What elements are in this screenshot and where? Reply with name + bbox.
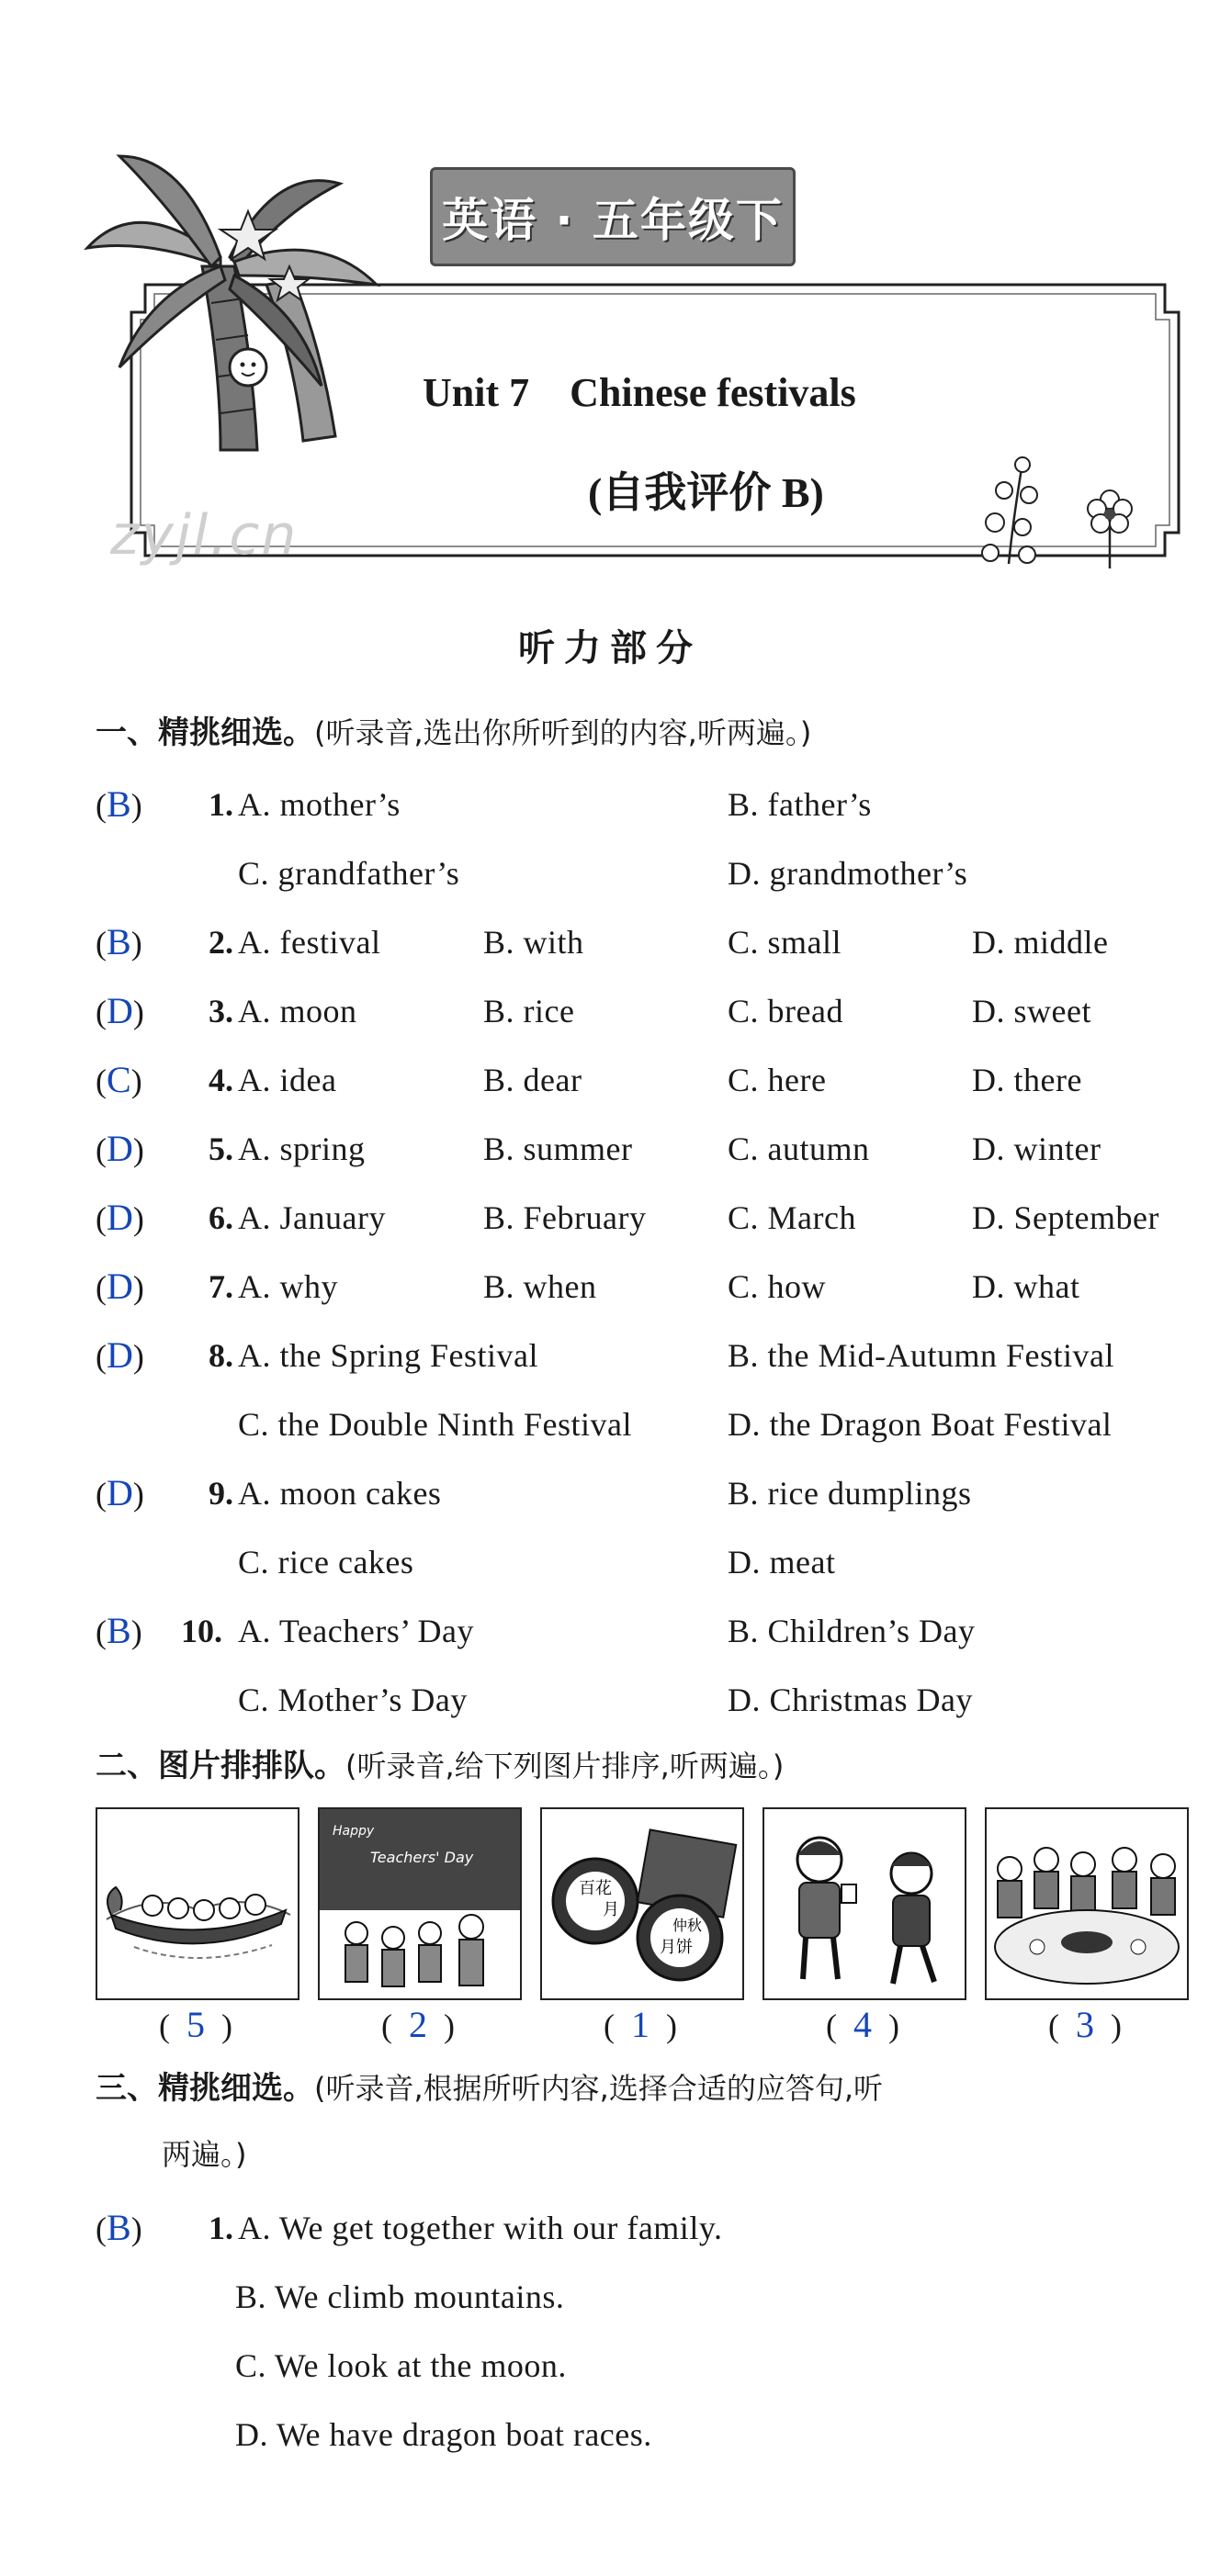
order-answer-5[interactable]: ( 3 ) (1048, 2004, 1122, 2045)
picture-dragon-boat-race (96, 1807, 299, 2000)
option-d[interactable]: D. We have dragon boat races. (235, 2416, 652, 2453)
option-b[interactable]: B. rice (483, 993, 575, 1029)
answer[interactable]: D (107, 1266, 133, 1307)
cake2-mid: 仲秋 (672, 1917, 703, 1934)
question-row-continued (96, 1672, 1198, 1727)
option-d[interactable]: D. what (972, 1268, 1080, 1305)
option-d[interactable]: D. there (972, 1062, 1082, 1098)
answer[interactable]: B (107, 783, 131, 825)
question-number: 7. (209, 1268, 233, 1305)
question-number: 6. (209, 1199, 233, 1236)
option-c[interactable]: C. bread (728, 993, 843, 1029)
cake2-text: 月饼 (660, 1938, 693, 1957)
part3-title: 三、精挑细选。 (96, 2070, 314, 2107)
part1-heading (96, 707, 811, 752)
question-row-continued (96, 1397, 1198, 1452)
order-answer-2[interactable]: ( 2 ) (381, 2004, 455, 2045)
question-row: (D) 8. A. the Spring Festival B. the Mid-Autumn Festival (96, 1328, 1198, 1383)
cake1-text: 百花 (579, 1879, 612, 1898)
question-row: (B) 2. A. festival B. with C. small D. middle (96, 915, 1198, 970)
option-b[interactable]: B. Children’s Day (728, 1613, 976, 1649)
order-number: 3 (1076, 2004, 1094, 2045)
option-b[interactable]: B. February (483, 1199, 647, 1236)
option-a[interactable]: A. why (238, 1268, 338, 1305)
answer[interactable]: D (107, 1128, 133, 1169)
order-number: 5 (186, 2004, 205, 2045)
option-d[interactable]: D. winter (972, 1131, 1101, 1167)
option-c[interactable]: C. the Double Ninth Festival (238, 1406, 632, 1443)
answer[interactable]: D (107, 1197, 133, 1238)
answer[interactable]: B (107, 921, 131, 962)
option-a[interactable]: A. moon (238, 993, 357, 1029)
answer[interactable]: D (107, 990, 133, 1031)
question-number: 1. (209, 2210, 233, 2246)
option-c[interactable]: C. small (728, 924, 842, 961)
question-row: (D) 3. A. moon B. rice C. bread D. sweet (96, 984, 1198, 1039)
option-a[interactable]: A. festival (238, 924, 381, 961)
section-title: 听力部分 (518, 627, 702, 669)
answer[interactable]: B (107, 2207, 131, 2248)
question-row: (B) 1. A. We get together with our family. (96, 2200, 1198, 2255)
option-a[interactable]: A. spring (238, 1131, 366, 1167)
watermark: zyjl.cn (110, 503, 299, 568)
part2-heading (96, 1740, 784, 1785)
option-a[interactable]: A. January (238, 1199, 386, 1236)
option-d[interactable]: D. middle (972, 924, 1109, 961)
order-answer-4[interactable]: ( 4 ) (826, 2004, 899, 2045)
order-answer-1[interactable]: ( 5 ) (159, 2004, 232, 2045)
option-a[interactable]: A. Teachers’ Day (238, 1613, 475, 1649)
option-a[interactable]: A. We get together with our family. (238, 2210, 723, 2246)
option-c[interactable]: C. here (728, 1062, 827, 1098)
order-answer-3[interactable]: ( 1 ) (604, 2004, 677, 2045)
part3-note: (听录音,根据所听内容,选择合适的应答句,听 (314, 2071, 884, 2106)
answer[interactable]: B (107, 1610, 131, 1651)
option-c[interactable]: C. Mother’s Day (238, 1682, 468, 1718)
part1-title: 一、精挑细选。 (96, 714, 314, 751)
answer[interactable]: C (107, 1059, 131, 1100)
option-b[interactable]: B. rice dumplings (728, 1475, 972, 1512)
option-a[interactable]: A. idea (238, 1062, 337, 1098)
unit-title: Unit 7 Chinese festivals (423, 370, 856, 415)
order-number: 2 (409, 2004, 427, 2045)
order-number: 1 (631, 2004, 650, 2045)
option-a[interactable]: A. the Spring Festival (238, 1337, 538, 1374)
part2-note: (听录音,给下列图片排序,听两遍。) (345, 1749, 785, 1783)
option-d[interactable]: D. meat (728, 1544, 836, 1580)
part3-heading-continued (162, 2132, 247, 2174)
option-b[interactable]: B. father’s (728, 786, 872, 823)
option-d[interactable]: D. Christmas Day (728, 1682, 973, 1718)
option-c[interactable]: C. autumn (728, 1131, 870, 1167)
unit-subtitle: (自我评价 B) (588, 469, 824, 516)
sign-teachers-day: Teachers' Day (370, 1849, 474, 1866)
question-row: (D) 7. A. why B. when C. how D. what (96, 1259, 1198, 1314)
palm-tree-illustration (83, 129, 395, 459)
option-c[interactable]: C. We look at the moon. (235, 2347, 567, 2384)
question-row: (D) 6. A. January B. February C. March D. September (96, 1190, 1198, 1245)
part2-title: 二、图片排排队。 (96, 1748, 345, 1784)
option-c[interactable]: C. March (728, 1199, 856, 1236)
question-number: 1. (209, 786, 233, 823)
option-b[interactable]: B. summer (483, 1131, 633, 1167)
picture-new-year-greeting (762, 1807, 966, 2000)
option-b[interactable]: B. when (483, 1268, 597, 1305)
question-number: 4. (209, 1062, 233, 1098)
option-b[interactable]: B. dear (483, 1062, 582, 1098)
question-row-continued (96, 1535, 1198, 1590)
option-c[interactable]: C. grandfather’s (238, 855, 460, 892)
flower-decoration (972, 444, 1147, 573)
question-number: 10. (181, 1613, 222, 1649)
question-row: (D) 5. A. spring B. summer C. autumn D. winter (96, 1121, 1198, 1176)
option-a[interactable]: A. moon cakes (238, 1475, 442, 1512)
grade-badge: 英语 · 五年级下 (430, 167, 796, 266)
part1-note: (听录音,选出你所听到的内容,听两遍。) (314, 715, 812, 750)
option-c[interactable]: C. rice cakes (238, 1544, 414, 1580)
option-b[interactable]: B. the Mid-Autumn Festival (728, 1337, 1114, 1374)
order-number: 4 (853, 2004, 872, 2045)
answer[interactable]: D (107, 1334, 133, 1376)
sign-happy: Happy (333, 1824, 375, 1839)
answer[interactable]: D (107, 1472, 133, 1513)
option-d[interactable]: D. September (972, 1199, 1159, 1236)
question-row: (B) 1. A. mother’s B. father’s (96, 777, 1198, 832)
option-b[interactable]: B. We climb mountains. (235, 2278, 565, 2315)
picture-moon-cakes (540, 1807, 744, 2000)
question-row: (D) 9. A. moon cakes B. rice dumplings (96, 1466, 1198, 1521)
option-a[interactable]: A. mother’s (238, 786, 401, 823)
cake1-mid: 月 (603, 1900, 619, 1919)
option-d[interactable]: D. grandmother’s (728, 855, 968, 892)
question-number: 3. (209, 993, 233, 1029)
question-row: (C) 4. A. idea B. dear C. here D. there (96, 1052, 1198, 1108)
question-row: (B) 10. A. Teachers’ Day B. Children’s Day (96, 1603, 1198, 1659)
question-number: 2. (209, 924, 233, 961)
option-b[interactable]: B. with (483, 924, 584, 961)
picture-family-dinner (985, 1807, 1189, 2000)
picture-teachers-day (318, 1807, 522, 2000)
question-number: 5. (209, 1131, 233, 1167)
part3-heading (96, 2063, 883, 2108)
question-number: 9. (209, 1475, 233, 1512)
question-number: 8. (209, 1337, 233, 1374)
option-d[interactable]: D. sweet (972, 993, 1091, 1029)
option-c[interactable]: C. how (728, 1268, 827, 1305)
option-d[interactable]: D. the Dragon Boat Festival (728, 1406, 1113, 1443)
question-row-continued (96, 846, 1198, 901)
part3-note-continued: 两遍。) (162, 2137, 247, 2172)
